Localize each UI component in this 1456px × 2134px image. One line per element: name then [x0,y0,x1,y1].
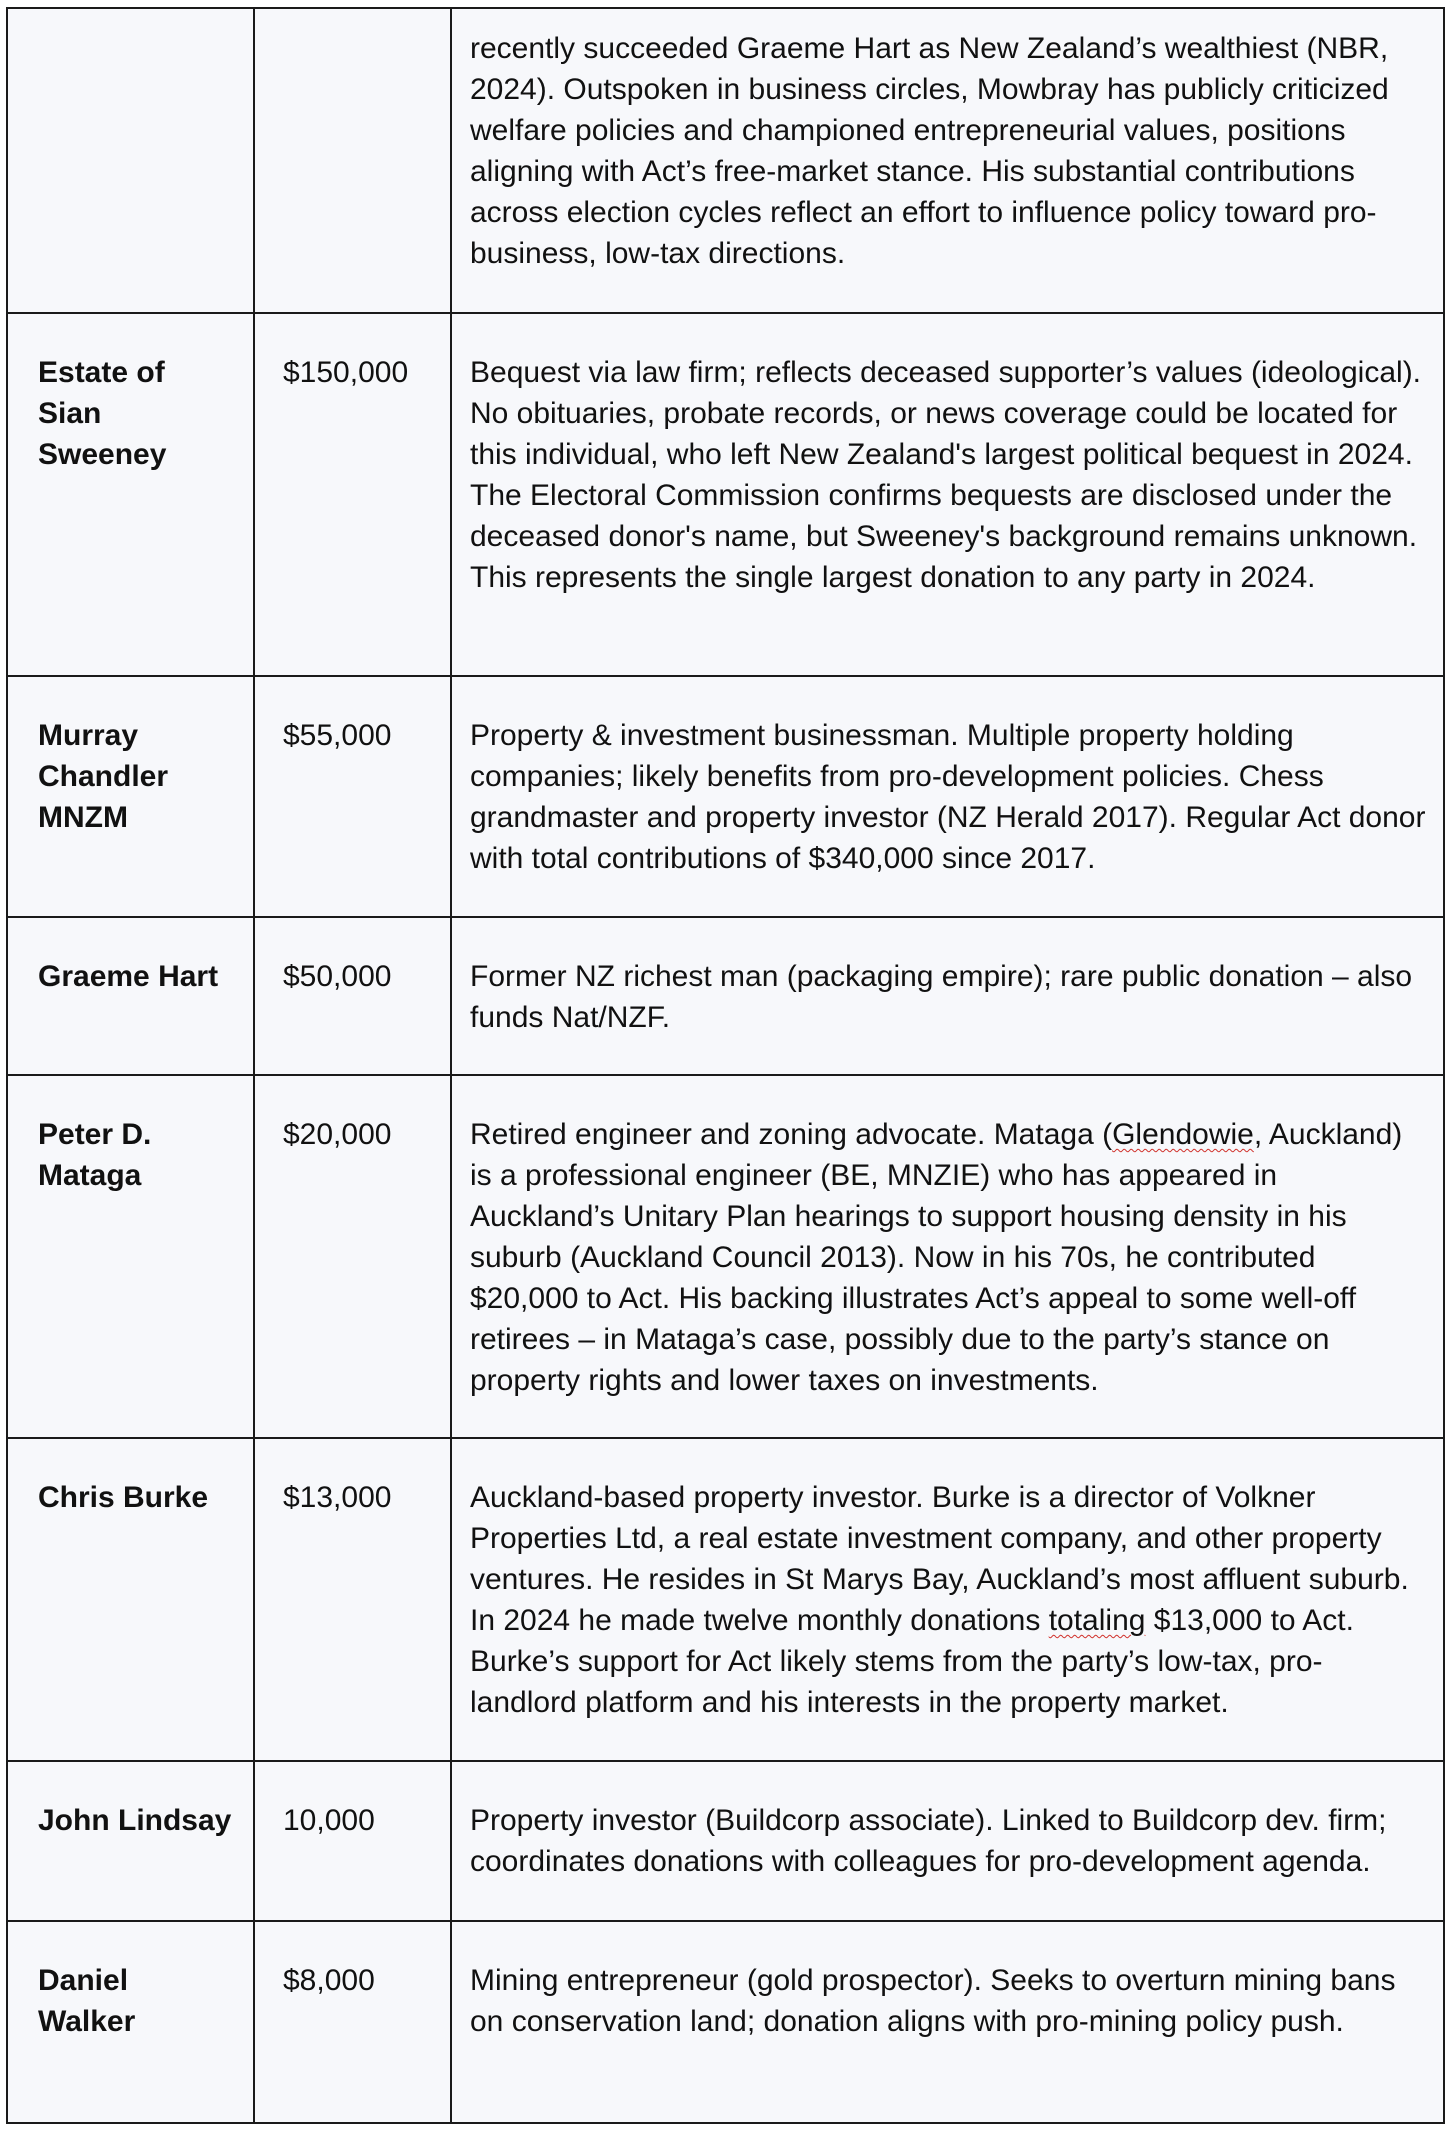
donor-name-cell: Peter D. Mataga [7,1075,254,1438]
donor-description-cell [451,1075,1444,1438]
donation-amount-cell [254,8,451,313]
donor-table-body [7,8,1444,2123]
donor-description-cell: Former NZ richest man (packaging empire); rare public donation – also funds Nat/NZF. [451,917,1444,1075]
donor-name-cell: Chris Burke [7,1438,254,1761]
donation-amount-cell: $55,000 [254,676,451,917]
donor-description-cell [451,1438,1444,1761]
donor-name-cell: Graeme Hart [7,917,254,1075]
donor-description-cell: recently succeeded Graeme Hart as New Zealand’s wealthiest (NBR, 2024). Outspoken in business circles, Mowbray has publicly criticized welfare policies and championed entrepreneurial values, positions aligning with Act’s free-market stance. His substantial contributions across election cycles reflect an effort to influence policy toward pro-business, low-tax directions. [451,8,1444,313]
table-row [7,1761,1444,1921]
donation-amount-cell: $8,000 [254,1921,451,2123]
donor-description-cell: Property & investment businessman. Multiple property holding companies; likely benefits from pro-development policies. Chess grandmaster and property investor (NZ Herald 2017). Regular Act donor with total contributions of $340,000 since 2017. [451,676,1444,917]
table-row [7,1921,1444,2123]
description-text: $13,000 to Act. Burke’s support for Act likely stems from the party’s low-tax, pro-landlord platform and his interests in the property market. [470,1604,1354,1719]
donation-amount-cell: $20,000 [254,1075,451,1438]
table-row [7,313,1444,676]
donor-description-cell: Mining entrepreneur (gold prospector). Seeks to overturn mining bans on conservation land; donation aligns with pro-mining policy push. [451,1921,1444,2123]
donor-name-cell: Daniel Walker [7,1921,254,2123]
description-text: Auckland-based property investor. Burke is a director of Volkner Properties Ltd, a real estate investment company, and other property ventures. He resides in St Marys Bay, Auckland’s most affluent suburb. In 2024 he made twelve monthly donations [470,1481,1409,1637]
table-row [7,1438,1444,1761]
table-row [7,917,1444,1075]
spellcheck-flagged-word[interactable]: totaling [1048,1604,1146,1637]
table-row [7,676,1444,917]
spellcheck-flagged-word[interactable]: Glendowie [1112,1118,1254,1151]
donor-name-cell [7,8,254,313]
donor-description-cell: Property investor (Buildcorp associate). Linked to Buildcorp dev. firm; coordinates donations with colleagues for pro-development agenda. [451,1761,1444,1921]
donor-name-cell: Estate of Sian Sweeney [7,313,254,676]
table-row [7,1075,1444,1438]
description-text: Retired engineer and zoning advocate. Mataga ( [470,1118,1113,1151]
donation-amount-cell: $50,000 [254,917,451,1075]
donor-name-cell: John Lindsay [7,1761,254,1921]
table-row [7,8,1444,313]
donation-amount-cell: $150,000 [254,313,451,676]
description-text: , Auckland) is a professional engineer (BE, MNZIE) who has appeared in Auckland’s Unitary Plan hearings to support housing density in his suburb (Auckland Council 2013). Now in his 70s, he contributed $20,000 to Act. His backing illustrates Act’s appeal to some well-off retirees – in Mataga’s case, possibly due to the party’s stance on property rights and lower taxes on investments. [470,1118,1403,1397]
donation-amount-cell: 10,000 [254,1761,451,1921]
donor-table [6,7,1445,2124]
donation-amount-cell: $13,000 [254,1438,451,1761]
donor-description-cell: Bequest via law firm; reflects deceased supporter’s values (ideological). No obituaries, probate records, or news coverage could be located for this individual, who left New Zealand's largest political bequest in 2024. The Electoral Commission confirms bequests are disclosed under the deceased donor's name, but Sweeney's background remains unknown. This represents the single largest donation to any party in 2024. [451,313,1444,676]
donor-name-cell: Murray Chandler MNZM [7,676,254,917]
